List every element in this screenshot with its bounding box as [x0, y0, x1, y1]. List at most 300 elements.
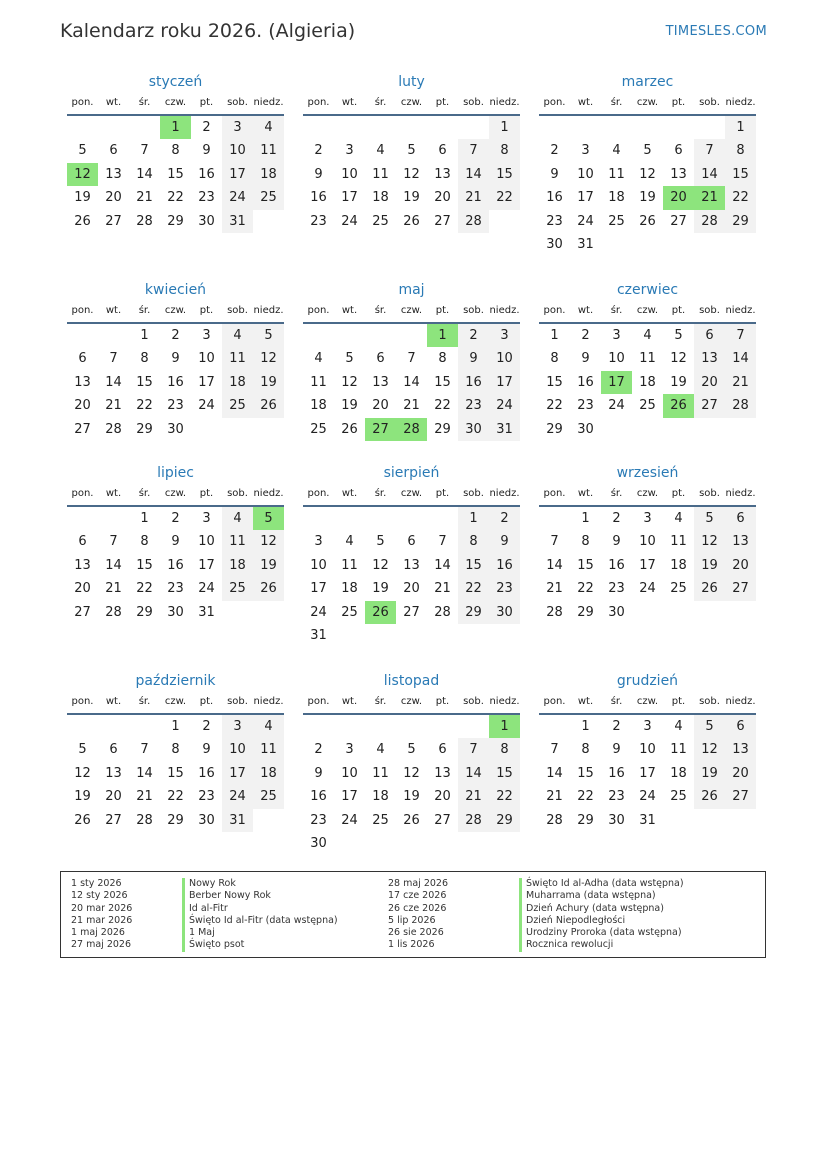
- day-cell: 2: [458, 324, 489, 347]
- day-cell: 28: [105, 421, 122, 437]
- weekday-label: czw.: [636, 696, 659, 707]
- day-cell: 9: [202, 143, 211, 159]
- weekday-label: sob.: [699, 696, 720, 707]
- day-cell: 8: [489, 738, 520, 761]
- day-cell: 26: [694, 577, 725, 600]
- empty-day-cell: [334, 507, 365, 530]
- day-cell: 9: [489, 530, 520, 553]
- weekday-label: czw.: [164, 97, 187, 108]
- day-cell: 11: [670, 742, 687, 758]
- day-cell: 28: [136, 213, 153, 229]
- week-row: [539, 418, 756, 441]
- day-cell: 20: [725, 554, 756, 577]
- month-name: maj: [398, 282, 425, 298]
- day-cell: 9: [550, 166, 559, 182]
- day-cell: 10: [222, 139, 253, 162]
- weekday-label: pt.: [199, 696, 214, 707]
- week-row: [303, 324, 520, 347]
- day-cell: 31: [639, 812, 656, 828]
- week-row: [303, 601, 520, 624]
- day-cell: 22: [725, 186, 756, 209]
- weekday-label: wt.: [105, 97, 122, 108]
- weekday-label: pt.: [199, 488, 214, 499]
- day-cell: 3: [643, 511, 652, 526]
- day-cell: 9: [314, 765, 323, 781]
- day-cell: 15: [489, 762, 520, 785]
- day-cell: 22: [489, 186, 520, 209]
- day-cell: 16: [198, 765, 215, 781]
- day-cell: 28: [546, 812, 563, 828]
- legend-date: 26 cze 2026: [388, 902, 447, 914]
- empty-day-cell: [334, 116, 365, 139]
- empty-day-cell: [725, 809, 756, 832]
- day-cell: 2: [314, 742, 323, 758]
- week-row: [303, 715, 520, 738]
- legend-dates-col-2: [388, 878, 448, 952]
- day-cell: 7: [407, 351, 416, 367]
- weekday-header: [67, 302, 284, 324]
- day-cell: 16: [458, 371, 489, 394]
- weekday-label: pon.: [543, 305, 566, 316]
- month-8: [539, 461, 756, 624]
- weekday-label: śr.: [610, 305, 623, 316]
- day-cell: 23: [198, 789, 215, 805]
- day-cell: 6: [725, 507, 756, 530]
- day-cell: 25: [341, 604, 358, 620]
- weekday-header: [303, 94, 520, 116]
- day-cell: 11: [372, 166, 389, 182]
- day-cell: 22: [577, 581, 594, 597]
- legend-holiday-name: Święto psot: [182, 939, 338, 951]
- day-cell: 23: [310, 812, 327, 828]
- day-cell: 3: [345, 742, 354, 758]
- legend-holiday-name: Urodziny Proroka (data wstępna): [519, 927, 684, 939]
- day-cell: 24: [222, 186, 253, 209]
- day-cell: 6: [78, 534, 87, 550]
- legend-holiday-name: 1 Maj: [182, 927, 338, 939]
- day-cell: 9: [581, 351, 590, 367]
- weekday-label: wt.: [341, 696, 358, 707]
- day-cell: 6: [674, 143, 683, 159]
- day-cell: 10: [341, 166, 358, 182]
- day-cell: 30: [458, 418, 489, 441]
- day-cell: 13: [105, 765, 122, 781]
- week-row: [303, 210, 520, 233]
- day-cell: 27: [725, 785, 756, 808]
- weekday-header: [67, 94, 284, 116]
- day-cell: 2: [612, 719, 621, 734]
- week-row: [303, 832, 520, 855]
- day-cell: 11: [222, 530, 253, 553]
- weekday-label: wt.: [577, 97, 594, 108]
- month-4: [303, 278, 520, 441]
- day-cell: 21: [546, 789, 563, 805]
- empty-day-cell: [458, 832, 489, 855]
- weekday-label: pt.: [671, 488, 686, 499]
- day-cell: 19: [403, 789, 420, 805]
- day-cell: 6: [438, 742, 447, 758]
- day-cell: 25: [253, 785, 284, 808]
- day-cell: 9: [171, 351, 180, 367]
- empty-day-cell: [67, 507, 98, 530]
- day-cell: 29: [136, 604, 153, 620]
- weekday-label: śr.: [374, 97, 387, 108]
- day-cell: 21: [105, 581, 122, 597]
- day-cell: 29: [434, 421, 451, 437]
- day-cell: 22: [167, 190, 184, 206]
- weekday-label: pon.: [71, 696, 94, 707]
- day-cell: 28: [396, 418, 427, 441]
- empty-day-cell: [601, 116, 632, 139]
- week-row: [539, 738, 756, 761]
- day-cell: 29: [136, 421, 153, 437]
- day-cell: 16: [310, 190, 327, 206]
- empty-day-cell: [694, 809, 725, 832]
- day-cell: 17: [639, 765, 656, 781]
- day-cell: 1: [581, 719, 590, 734]
- week-row: [67, 577, 284, 600]
- day-cell: 7: [458, 139, 489, 162]
- day-cell: 28: [136, 812, 153, 828]
- brand-link[interactable]: TIMESLES.COM: [665, 24, 767, 39]
- day-cell: 20: [372, 398, 389, 414]
- day-cell: 30: [489, 601, 520, 624]
- month-5: [539, 278, 756, 441]
- weekday-label: pon.: [307, 488, 330, 499]
- week-row: [303, 116, 520, 139]
- week-row: [539, 347, 756, 370]
- holiday-legend: [60, 871, 766, 958]
- week-row: [303, 394, 520, 417]
- day-cell: 4: [253, 715, 284, 738]
- weekday-label: niedz.: [489, 488, 520, 499]
- week-row: [67, 715, 284, 738]
- legend-holiday-name: Muharrama (data wstępna): [519, 890, 684, 902]
- day-cell: 18: [372, 190, 389, 206]
- empty-day-cell: [458, 116, 489, 139]
- day-cell: 24: [489, 394, 520, 417]
- weekday-label: pon.: [71, 305, 94, 316]
- day-cell: 23: [458, 394, 489, 417]
- legend-holiday-name: Berber Nowy Rok: [182, 890, 338, 902]
- legend-date: 1 lis 2026: [388, 939, 435, 951]
- day-cell: 13: [670, 166, 687, 182]
- day-cell: 7: [458, 738, 489, 761]
- day-cell: 16: [608, 765, 625, 781]
- weekday-label: sob.: [463, 97, 484, 108]
- week-row: [67, 371, 284, 394]
- day-cell: 12: [670, 351, 687, 367]
- legend-date: 28 maj 2026: [388, 878, 449, 889]
- week-row: [67, 418, 284, 441]
- empty-day-cell: [253, 601, 284, 624]
- week-row: [539, 530, 756, 553]
- weekday-label: czw.: [636, 305, 659, 316]
- day-cell: 14: [105, 374, 122, 390]
- day-cell: 27: [403, 604, 420, 620]
- day-cell: 20: [434, 190, 451, 206]
- day-cell: 25: [310, 421, 327, 437]
- month-name: styczeń: [148, 74, 203, 90]
- day-cell: 20: [74, 398, 91, 414]
- month-6: [67, 461, 284, 624]
- empty-day-cell: [694, 116, 725, 139]
- day-cell: 24: [198, 581, 215, 597]
- day-cell: 13: [74, 374, 91, 390]
- legend-holiday-name: Święto Id al-Adha (data wstępna): [519, 878, 684, 890]
- month-name: wrzesień: [616, 465, 679, 481]
- day-cell: 11: [253, 738, 284, 761]
- empty-day-cell: [396, 116, 427, 139]
- day-cell: 4: [674, 511, 683, 526]
- week-row: [67, 554, 284, 577]
- day-cell: 20: [74, 581, 91, 597]
- day-cell: 24: [608, 398, 625, 414]
- weekday-label: wt.: [577, 488, 594, 499]
- week-row: [539, 233, 756, 256]
- weekday-header: [67, 693, 284, 715]
- day-cell: 30: [546, 236, 563, 252]
- day-cell: 15: [577, 557, 594, 573]
- day-cell: 26: [74, 812, 91, 828]
- day-cell: 31: [489, 418, 520, 441]
- day-cell: 15: [577, 765, 594, 781]
- day-cell: 1: [458, 507, 489, 530]
- day-cell: 1: [725, 116, 756, 139]
- day-cell: 12: [341, 374, 358, 390]
- week-row: [303, 139, 520, 162]
- empty-day-cell: [396, 715, 427, 738]
- day-cell: 17: [198, 374, 215, 390]
- day-cell: 17: [341, 789, 358, 805]
- day-cell: 4: [222, 324, 253, 347]
- week-row: [303, 624, 520, 647]
- day-cell: 4: [376, 742, 385, 758]
- day-cell: 11: [372, 765, 389, 781]
- empty-day-cell: [396, 324, 427, 347]
- day-cell: 7: [140, 742, 149, 758]
- day-cell: 11: [341, 557, 358, 573]
- weekday-label: czw.: [636, 97, 659, 108]
- day-cell: 27: [74, 421, 91, 437]
- day-cell: 25: [222, 577, 253, 600]
- empty-day-cell: [365, 324, 396, 347]
- weekday-header: [539, 485, 756, 507]
- day-cell: 5: [345, 351, 354, 367]
- day-cell: 17: [489, 371, 520, 394]
- day-cell: 29: [489, 809, 520, 832]
- weekday-label: czw.: [164, 488, 187, 499]
- day-cell: 10: [639, 534, 656, 550]
- day-cell: 3: [222, 715, 253, 738]
- weekday-label: niedz.: [489, 97, 520, 108]
- day-cell: 17: [577, 190, 594, 206]
- week-row: [539, 210, 756, 233]
- day-cell: 28: [694, 210, 725, 233]
- empty-day-cell: [489, 624, 520, 647]
- weekday-label: pon.: [71, 97, 94, 108]
- day-cell: 18: [608, 190, 625, 206]
- day-cell: 14: [458, 762, 489, 785]
- weekday-label: pon.: [307, 696, 330, 707]
- day-cell: 10: [310, 557, 327, 573]
- weekday-label: pon.: [307, 97, 330, 108]
- day-cell: 15: [546, 374, 563, 390]
- day-cell: 18: [639, 374, 656, 390]
- day-cell: 8: [140, 534, 149, 550]
- week-row: [303, 418, 520, 441]
- day-cell: 24: [577, 213, 594, 229]
- day-cell: 23: [167, 581, 184, 597]
- weekday-label: sob.: [699, 305, 720, 316]
- month-name: grudzień: [616, 673, 679, 689]
- empty-day-cell: [191, 418, 222, 441]
- legend-date: 1 maj 2026: [71, 927, 125, 939]
- day-cell: 30: [198, 812, 215, 828]
- empty-day-cell: [632, 116, 663, 139]
- week-row: [67, 530, 284, 553]
- empty-day-cell: [539, 507, 570, 530]
- day-cell: 22: [136, 398, 153, 414]
- empty-day-cell: [489, 832, 520, 855]
- day-cell: 19: [74, 190, 91, 206]
- day-cell: 13: [434, 765, 451, 781]
- day-cell: 25: [372, 812, 389, 828]
- day-cell: 14: [694, 163, 725, 186]
- legend-date: 20 mar 2026: [71, 902, 133, 914]
- week-row: [67, 139, 284, 162]
- day-cell: 1: [160, 116, 191, 139]
- weekday-label: śr.: [374, 696, 387, 707]
- weekday-label: sob.: [463, 696, 484, 707]
- day-cell: 18: [670, 557, 687, 573]
- weekday-label: niedz.: [489, 696, 520, 707]
- day-cell: 7: [438, 534, 447, 550]
- day-cell: 26: [74, 213, 91, 229]
- day-cell: 13: [105, 166, 122, 182]
- legend-date: 12 sty 2026: [71, 890, 128, 902]
- day-cell: 23: [198, 190, 215, 206]
- day-cell: 21: [105, 398, 122, 414]
- day-cell: 3: [581, 143, 590, 159]
- weekday-label: niedz.: [489, 305, 520, 316]
- day-cell: 12: [253, 530, 284, 553]
- day-cell: 4: [314, 351, 323, 367]
- weekday-label: wt.: [577, 305, 594, 316]
- day-cell: 14: [105, 557, 122, 573]
- empty-day-cell: [694, 233, 725, 256]
- week-row: [539, 577, 756, 600]
- day-cell: 1: [140, 511, 149, 526]
- day-cell: 7: [109, 351, 118, 367]
- day-cell: 10: [198, 534, 215, 550]
- day-cell: 2: [581, 328, 590, 343]
- day-cell: 10: [489, 347, 520, 370]
- empty-day-cell: [303, 715, 334, 738]
- empty-day-cell: [663, 809, 694, 832]
- legend-names-col-2: [519, 878, 684, 952]
- week-row: [539, 371, 756, 394]
- weekday-label: śr.: [610, 488, 623, 499]
- day-cell: 19: [694, 762, 725, 785]
- day-cell: 26: [403, 812, 420, 828]
- day-cell: 9: [171, 534, 180, 550]
- weekday-label: wt.: [577, 696, 594, 707]
- weekday-label: pon.: [543, 488, 566, 499]
- day-cell: 10: [222, 738, 253, 761]
- week-row: [303, 785, 520, 808]
- legend-date: 5 lip 2026: [388, 914, 436, 926]
- weekday-header: [303, 302, 520, 324]
- weekday-label: niedz.: [253, 97, 284, 108]
- day-cell: 7: [694, 139, 725, 162]
- day-cell: 31: [577, 236, 594, 252]
- weekday-label: sob.: [227, 305, 248, 316]
- day-cell: 24: [198, 398, 215, 414]
- day-cell: 23: [608, 581, 625, 597]
- legend-date: 26 sie 2026: [388, 927, 444, 939]
- empty-day-cell: [458, 624, 489, 647]
- empty-day-cell: [98, 507, 129, 530]
- day-cell: 22: [167, 789, 184, 805]
- day-cell: 5: [253, 324, 284, 347]
- day-cell: 27: [434, 213, 451, 229]
- day-cell: 8: [581, 742, 590, 758]
- day-cell: 13: [74, 557, 91, 573]
- empty-day-cell: [458, 715, 489, 738]
- weekday-header: [539, 94, 756, 116]
- day-cell: 23: [608, 789, 625, 805]
- day-cell: 1: [550, 328, 559, 343]
- day-cell: 11: [670, 534, 687, 550]
- day-cell: 5: [694, 507, 725, 530]
- empty-day-cell: [253, 809, 284, 832]
- day-cell: 21: [136, 190, 153, 206]
- day-cell: 20: [434, 789, 451, 805]
- week-row: [303, 554, 520, 577]
- day-cell: 10: [608, 351, 625, 367]
- day-cell: 2: [171, 328, 180, 343]
- weekday-label: pon.: [543, 97, 566, 108]
- week-row: [539, 554, 756, 577]
- day-cell: 26: [663, 394, 694, 417]
- empty-day-cell: [539, 715, 570, 738]
- weekday-label: sob.: [227, 97, 248, 108]
- empty-day-cell: [334, 832, 365, 855]
- day-cell: 6: [407, 534, 416, 550]
- day-cell: 19: [253, 371, 284, 394]
- day-cell: 25: [222, 394, 253, 417]
- empty-day-cell: [253, 418, 284, 441]
- weekday-label: niedz.: [253, 696, 284, 707]
- day-cell: 13: [372, 374, 389, 390]
- weekday-label: wt.: [341, 97, 358, 108]
- day-cell: 12: [372, 557, 389, 573]
- day-cell: 4: [612, 143, 621, 159]
- weekday-label: pt.: [671, 696, 686, 707]
- empty-day-cell: [365, 832, 396, 855]
- day-cell: 4: [345, 534, 354, 550]
- day-cell: 7: [140, 143, 149, 159]
- day-cell: 18: [310, 398, 327, 414]
- day-cell: 26: [365, 601, 396, 624]
- day-cell: 5: [694, 715, 725, 738]
- day-cell: 18: [670, 765, 687, 781]
- day-cell: 12: [694, 530, 725, 553]
- day-cell: 23: [546, 213, 563, 229]
- day-cell: 21: [136, 789, 153, 805]
- day-cell: 22: [458, 577, 489, 600]
